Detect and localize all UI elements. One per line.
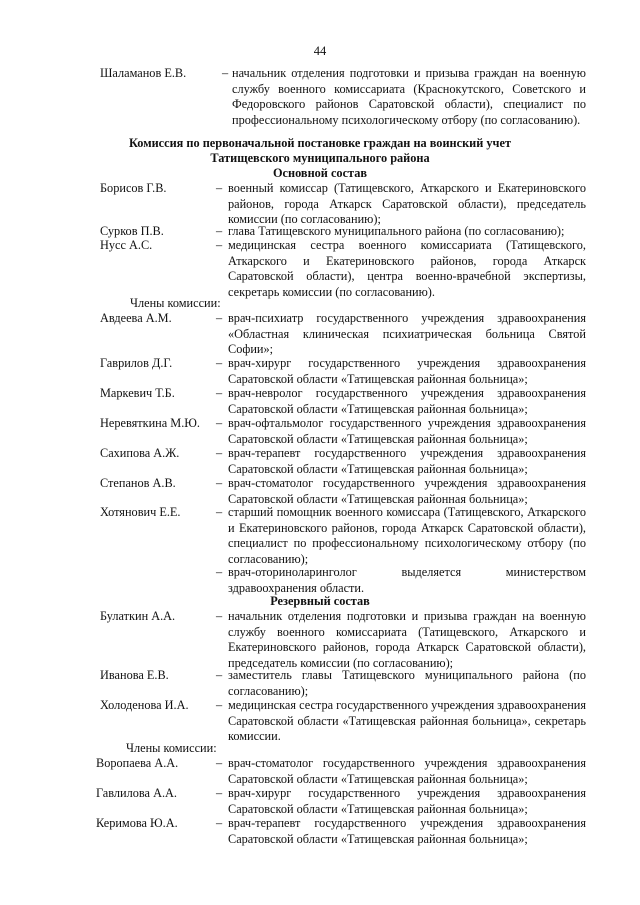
- person-role: врач-хирург государственного учреждения здравоохранения Саратовской области «Татищевская районная больница»;: [228, 356, 586, 386]
- reserve-composition-heading: Резервный состав: [270, 594, 370, 608]
- dash: –: [216, 565, 223, 579]
- members-label: Члены комиссии:: [130, 296, 221, 310]
- person-name: Булаткин А.А.: [100, 609, 176, 623]
- dash: –: [216, 416, 223, 430]
- dash: –: [216, 505, 223, 519]
- person-name: Авдеева А.М.: [100, 311, 172, 325]
- person-role: начальник отделения подготовки и призыва граждан на военную службу военного комиссариата (Татищевского, Аткарского и Екатериновского районов, города Аткарск Саратовской области), председатель комиссии (по согласованию);: [228, 609, 586, 670]
- person-role: старший помощник военного комиссара (Татищевского, Аткарского и Екатериновского районов, города Аткарск Саратовской области), специалист по профессиональному психологическому отбору (по согласованию);: [228, 505, 586, 566]
- person-role: глава Татищевского муниципального района (по согласованию);: [228, 224, 565, 238]
- dash: –: [216, 816, 223, 830]
- person-role: военный комиссар (Татищевского, Аткарского и Екатериновского районов, города Аткарск Саратовской области), председатель комиссии (по согласованию);: [228, 181, 586, 227]
- person-role: врач-терапевт государственного учреждения здравоохранения Саратовской области «Татищевская районная больница»;: [228, 816, 586, 846]
- person-role: врач-невролог государственного учреждения здравоохранения Саратовской области «Татищевская районная больница»;: [228, 386, 586, 416]
- dash: –: [216, 756, 223, 770]
- person-role: врач-стоматолог государственного учреждения здравоохранения Саратовской области «Татищевская районная больница»;: [228, 476, 586, 506]
- commission-title-line1: Комиссия по первоначальной постановке граждан на воинский учет: [128, 136, 511, 150]
- dash: –: [216, 311, 223, 325]
- person-role: врач-психиатр государственного учреждения здравоохранения «Областная клиническая психиатрическая больница Святой Софии»;: [228, 311, 586, 357]
- dash: –: [216, 386, 223, 400]
- person-role: начальник отделения подготовки и призыва граждан на военную службу военного комиссариата (Краснокутского, Советского и Федоровского районов Саратовской области), специалист по профессиональному психологическому отбору (по согласованию).: [232, 66, 586, 127]
- person-role: врач-терапевт государственного учреждения здравоохранения Саратовской области «Татищевская районная больница»;: [228, 446, 586, 476]
- person-role: врач-хирург государственного учреждения здравоохранения Саратовской области «Татищевская районная больница»;: [228, 786, 586, 816]
- person-name: Неревяткина М.Ю.: [100, 416, 201, 430]
- dash: –: [216, 181, 223, 195]
- dash: –: [216, 698, 223, 712]
- person-role: врач-офтальмолог государственного учреждения здравоохранения Саратовской области «Татищевская районная больница»;: [228, 416, 586, 446]
- person-name: Маркевич Т.Б.: [100, 386, 175, 400]
- person-role: врач-стоматолог государственного учреждения здравоохранения Саратовской области «Татищевская районная больница»;: [228, 756, 586, 786]
- person-name: Гавлилова А.А.: [96, 786, 177, 800]
- main-composition-heading: Основной состав: [272, 166, 368, 180]
- person-name: Керимова Ю.А.: [96, 816, 178, 830]
- person-name: Холоденова И.А.: [100, 698, 189, 712]
- person-name: Воропаева А.А.: [96, 756, 179, 770]
- person-name: Сурков П.В.: [100, 224, 164, 238]
- reserve-members-label: Члены комиссии:: [126, 741, 217, 755]
- dash: –: [216, 668, 223, 682]
- person-name: Гаврилов Д.Г.: [100, 356, 173, 370]
- dash: –: [222, 66, 229, 80]
- dash: –: [216, 224, 223, 238]
- dash: –: [216, 476, 223, 490]
- person-role: медицинская сестра военного комиссариата (Татищевского, Аткарского и Екатериновского районов, города Аткарск Саратовской области), центра военно-врачебной экспертизы, секретарь комиссии (по согласованию).: [228, 238, 586, 299]
- person-name: Степанов А.В.: [100, 476, 176, 490]
- commission-title-line2: Татищевского муниципального района: [210, 151, 430, 165]
- dash: –: [216, 446, 223, 460]
- person-role: врач-оториноларинголог выделяется министерством здравоохранения области.: [228, 565, 586, 595]
- person-name: Хотянович Е.Е.: [100, 505, 181, 519]
- dash: –: [216, 356, 223, 370]
- person-name: Борисов Г.В.: [100, 181, 167, 195]
- dash: –: [216, 609, 223, 623]
- person-name: Нусс А.С.: [100, 238, 153, 252]
- person-name: Шаламанов Е.В.: [100, 66, 187, 80]
- person-name: Иванова Е.В.: [100, 668, 169, 682]
- person-role: заместитель главы Татищевского муниципального района (по согласованию);: [228, 668, 586, 698]
- person-role: медицинская сестра государственного учреждения здравоохранения Саратовской области «Татищевская районная больница», секретарь комиссии.: [228, 698, 587, 744]
- dash: –: [216, 786, 223, 800]
- page-number: 44: [313, 44, 327, 58]
- dash: –: [216, 238, 223, 252]
- person-name: Сахипова А.Ж.: [100, 446, 180, 460]
